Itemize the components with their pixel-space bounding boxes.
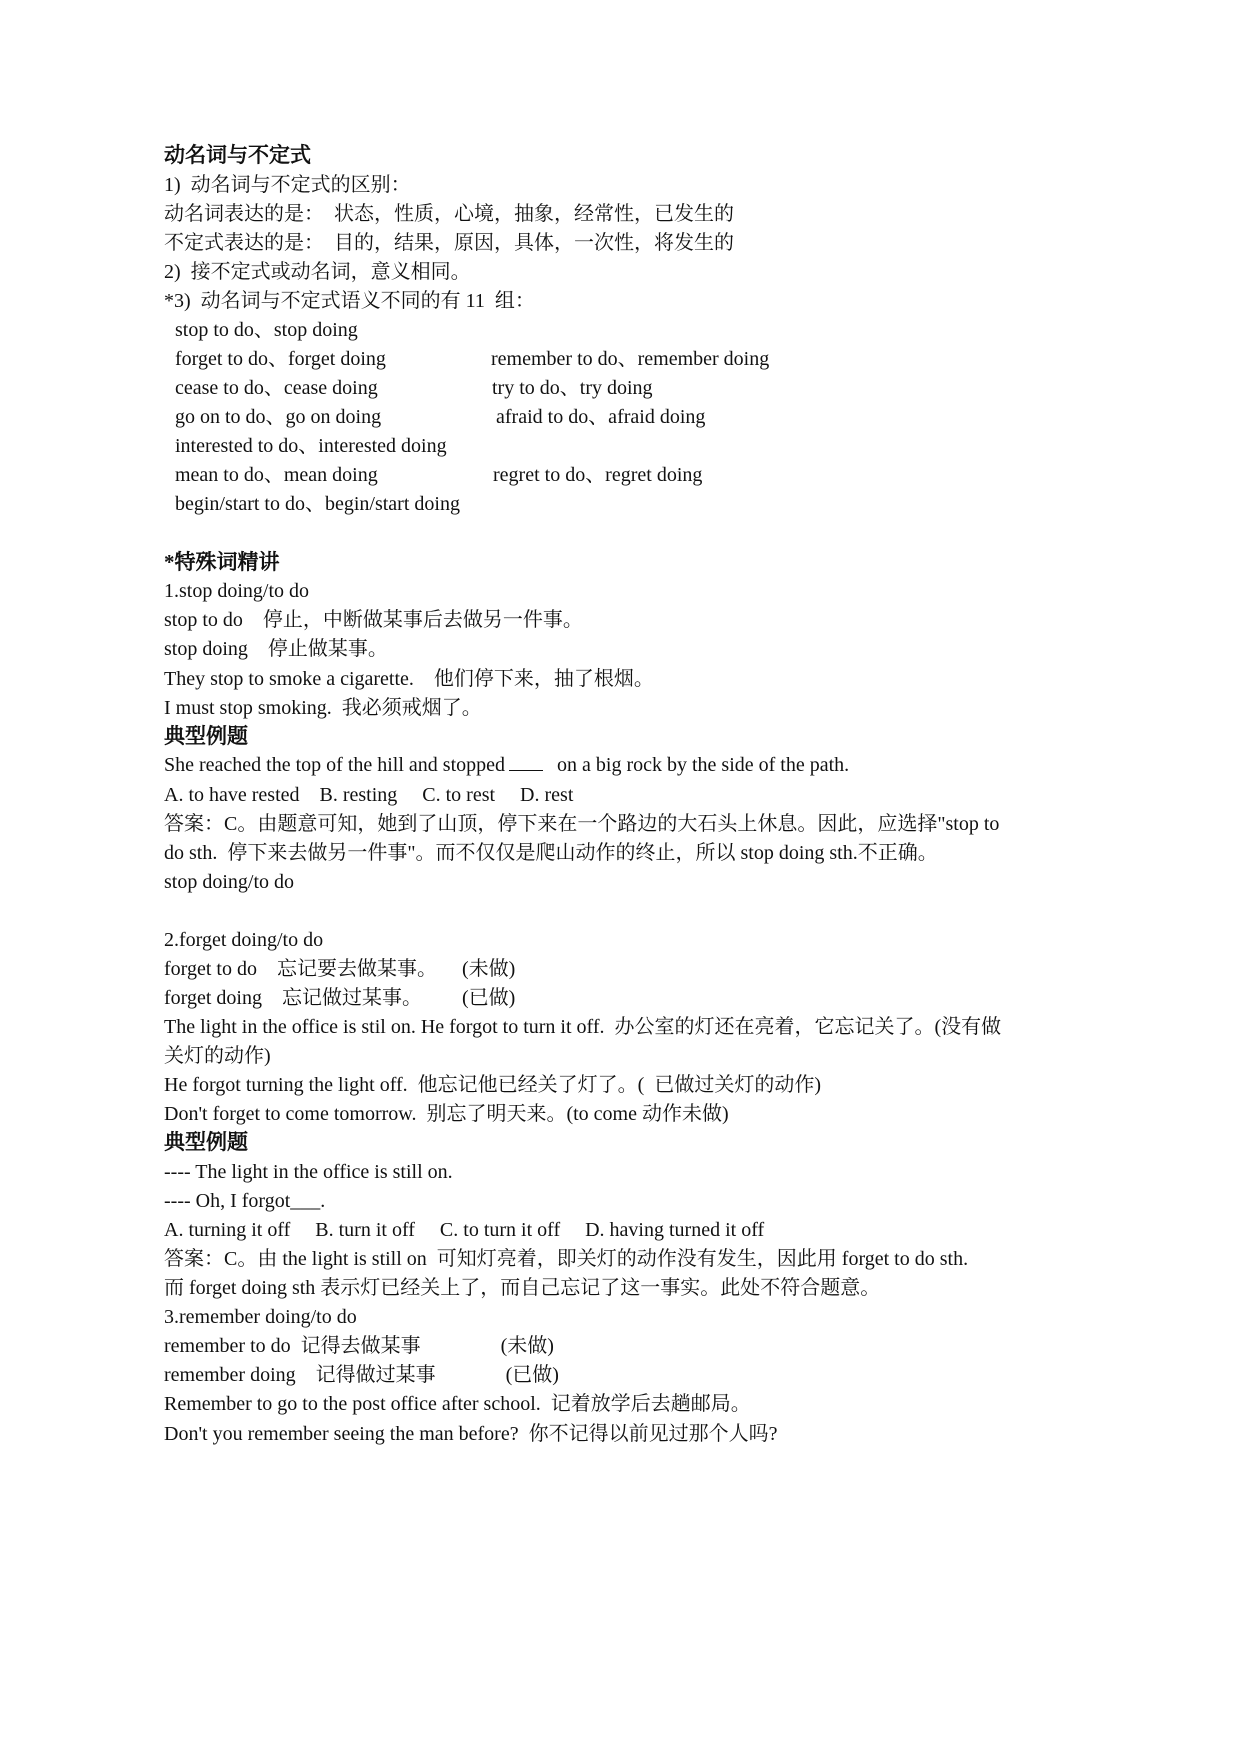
text-line: They stop to smoke a cigarette. 他们停下来，抽了根烟。	[164, 668, 654, 690]
example-title: 典型例题	[164, 724, 248, 748]
pair-left: interested to do、interested doing	[175, 435, 447, 457]
text-line: He forgot turning the light off. 他忘记他已经关了灯了。( 已做过关灯的动作)	[164, 1074, 821, 1096]
answer-line: do sth. 停下来去做另一件事"。而不仅仅是爬山动作的终止，所以 stop doing sth.不正确。	[164, 842, 938, 864]
question-text: on a big rock by the side of the path.	[557, 754, 850, 776]
pair-right: regret to do、regret doing	[493, 464, 703, 486]
text-line: Don't you remember seeing the man before? 你不记得以前见过那个人吗?	[164, 1423, 778, 1445]
pair-left: cease to do、cease doing	[175, 377, 378, 399]
answer-blank	[509, 752, 543, 771]
example-title: 典型例题	[164, 1130, 248, 1154]
answer-line: 答案：C。由题意可知，她到了山顶，停下来在一个路边的大石头上休息。因此，应选择"stop to	[164, 813, 1000, 835]
question-line	[164, 752, 849, 778]
text-line: stop to do 停止，中断做某事后去做另一件事。	[164, 609, 583, 631]
section-title: *特殊词精讲	[164, 550, 280, 574]
text-line: I must stop smoking. 我必须戒烟了。	[164, 697, 482, 719]
intro-line: *3) 动名词与不定式语义不同的有 11 组：	[164, 290, 535, 312]
answer-line: 答案：C。由 the light is still on 可知灯亮着，即关灯的动作没有发生，因此用 forget to do sth.	[164, 1248, 969, 1270]
pair-left: stop to do、stop doing	[175, 319, 358, 341]
answer-line: 而 forget doing sth 表示灯已经关上了，而自己忘记了这一事实。此处不符合题意。	[164, 1277, 881, 1299]
intro-line: 1) 动名词与不定式的区别：	[164, 174, 411, 196]
item-heading: 3.remember doing/to do	[164, 1306, 357, 1328]
text-line: remember doing 记得做过某事 (已做)	[164, 1364, 559, 1386]
text-line: stop doing/to do	[164, 871, 295, 893]
intro-line: 动名词表达的是： 状态，性质，心境，抽象，经常性，已发生的	[164, 203, 734, 225]
pair-left: forget to do、forget doing	[175, 348, 386, 370]
pair-left: mean to do、mean doing	[175, 464, 378, 486]
text-line: remember to do 记得去做某事 (未做)	[164, 1335, 554, 1357]
text-line: 关灯的动作)	[164, 1045, 271, 1067]
text-line: stop doing 停止做某事。	[164, 638, 388, 660]
item-heading: 2.forget doing/to do	[164, 929, 324, 951]
text-line: forget to do 忘记要去做某事。 (未做)	[164, 958, 516, 980]
text-line: forget doing 忘记做过某事。 (已做)	[164, 987, 516, 1009]
item-heading: 1.stop doing/to do	[164, 580, 310, 602]
question-text: She reached the top of the hill and stopped	[164, 754, 506, 776]
options-line: A. to have rested B. resting C. to rest D. rest	[164, 784, 574, 806]
intro-line: 2) 接不定式或动名词，意义相同。	[164, 261, 471, 283]
text-line: Remember to go to the post office after school. 记着放学后去趟邮局。	[164, 1393, 751, 1415]
text-line: Don't forget to come tomorrow. 别忘了明天来。(to come 动作未做)	[164, 1103, 729, 1125]
dialog-line: ---- Oh, I forgot___.	[164, 1190, 326, 1212]
pair-right: try to do、try doing	[492, 377, 653, 399]
pair-right: afraid to do、afraid doing	[496, 406, 706, 428]
text-line: The light in the office is stil on. He forgot to turn it off. 办公室的灯还在亮着，它忘记关了。(没有做	[164, 1016, 1002, 1038]
intro-line: 不定式表达的是： 目的，结果，原因，具体，一次性，将发生的	[164, 232, 734, 254]
pair-left: go on to do、go on doing	[175, 406, 382, 428]
options-line: A. turning it off B. turn it off C. to turn it off D. having turned it off	[164, 1219, 765, 1241]
pair-right: remember to do、remember doing	[491, 348, 770, 370]
pair-left: begin/start to do、begin/start doing	[175, 493, 460, 515]
dialog-line: ---- The light in the office is still on.	[164, 1161, 453, 1183]
doc-title: 动名词与不定式	[164, 143, 311, 167]
